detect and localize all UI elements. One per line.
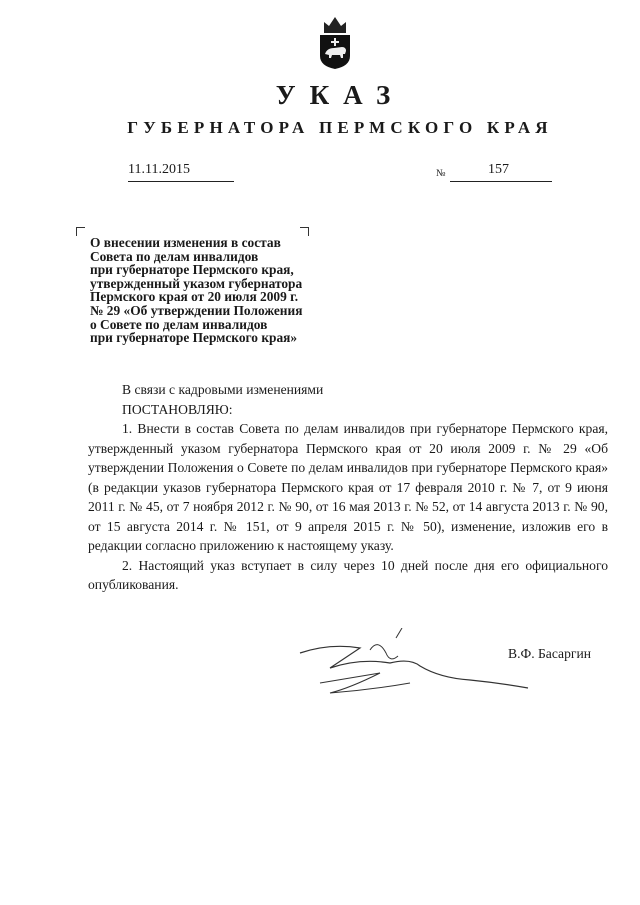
intro-text: В связи с кадровыми изменениями [122,382,324,397]
subject-corner-mark [76,227,85,236]
subject-corner-mark [300,227,309,236]
decree-subject [90,236,350,345]
decree-title: УКАЗ [275,80,405,110]
number-label: № [436,168,446,179]
decree-issuer: ГУБЕРНАТОРА ПЕРМСКОГО КРАЯ [127,118,553,137]
decree-word: ПОСТАНОВЛЯЮ: [122,401,233,417]
paragraph-1: 1. Внести в состав Совета по делам инвалидов при губернаторе Пермского края, утвержденный указом губернатора Пермского края от 20 июля 2009 г. № 29 «Об утверждении Положения о Совете по делам инвалидов при губернаторе Пермского края» (в редакции указов губернатора Пермского края от 17 февраля 2010 г. № 7, от 9 июня 2011 г. № 45, от 7 ноября 2012 г. № 90, от 16 мая 2013 г. № 52, от 14 августа 2013 г. № 90, от 15 августа 2014 г. № 151, от 9 апреля 2015 г. № 50), изменение, изложив его в редакции согласно приложению к настоящему указу. [88,421,608,553]
coat-of-arms-icon [318,14,352,70]
number-underline [450,181,552,182]
date-underline [128,181,234,182]
subject-line: о Совете по делам инвалидов [90,316,268,332]
subject-line: О внесении изменения в состав [90,235,281,250]
subject-line: при губернаторе Пермского края» [90,330,298,346]
subject-line: Пермского края от 20 июля 2009 г. [90,289,299,305]
subject-line: № 29 «Об утверждении Положения [90,302,303,318]
decree-body [88,380,608,595]
handwritten-signature [290,628,530,698]
decree-number: 157 [488,162,509,177]
paragraph-2: 2. Настоящий указ вступает в силу через 10 дней после дня его официального опубликования. [88,557,608,592]
subject-line: Совета по делам инвалидов [90,248,259,264]
signer-name: В.Ф. Басаргин [508,646,591,661]
subject-line: утвержденный указом губернатора [90,275,303,291]
decree-date: 11.11.2015 [128,162,190,177]
subject-line: при губернаторе Пермского края, [90,262,294,278]
